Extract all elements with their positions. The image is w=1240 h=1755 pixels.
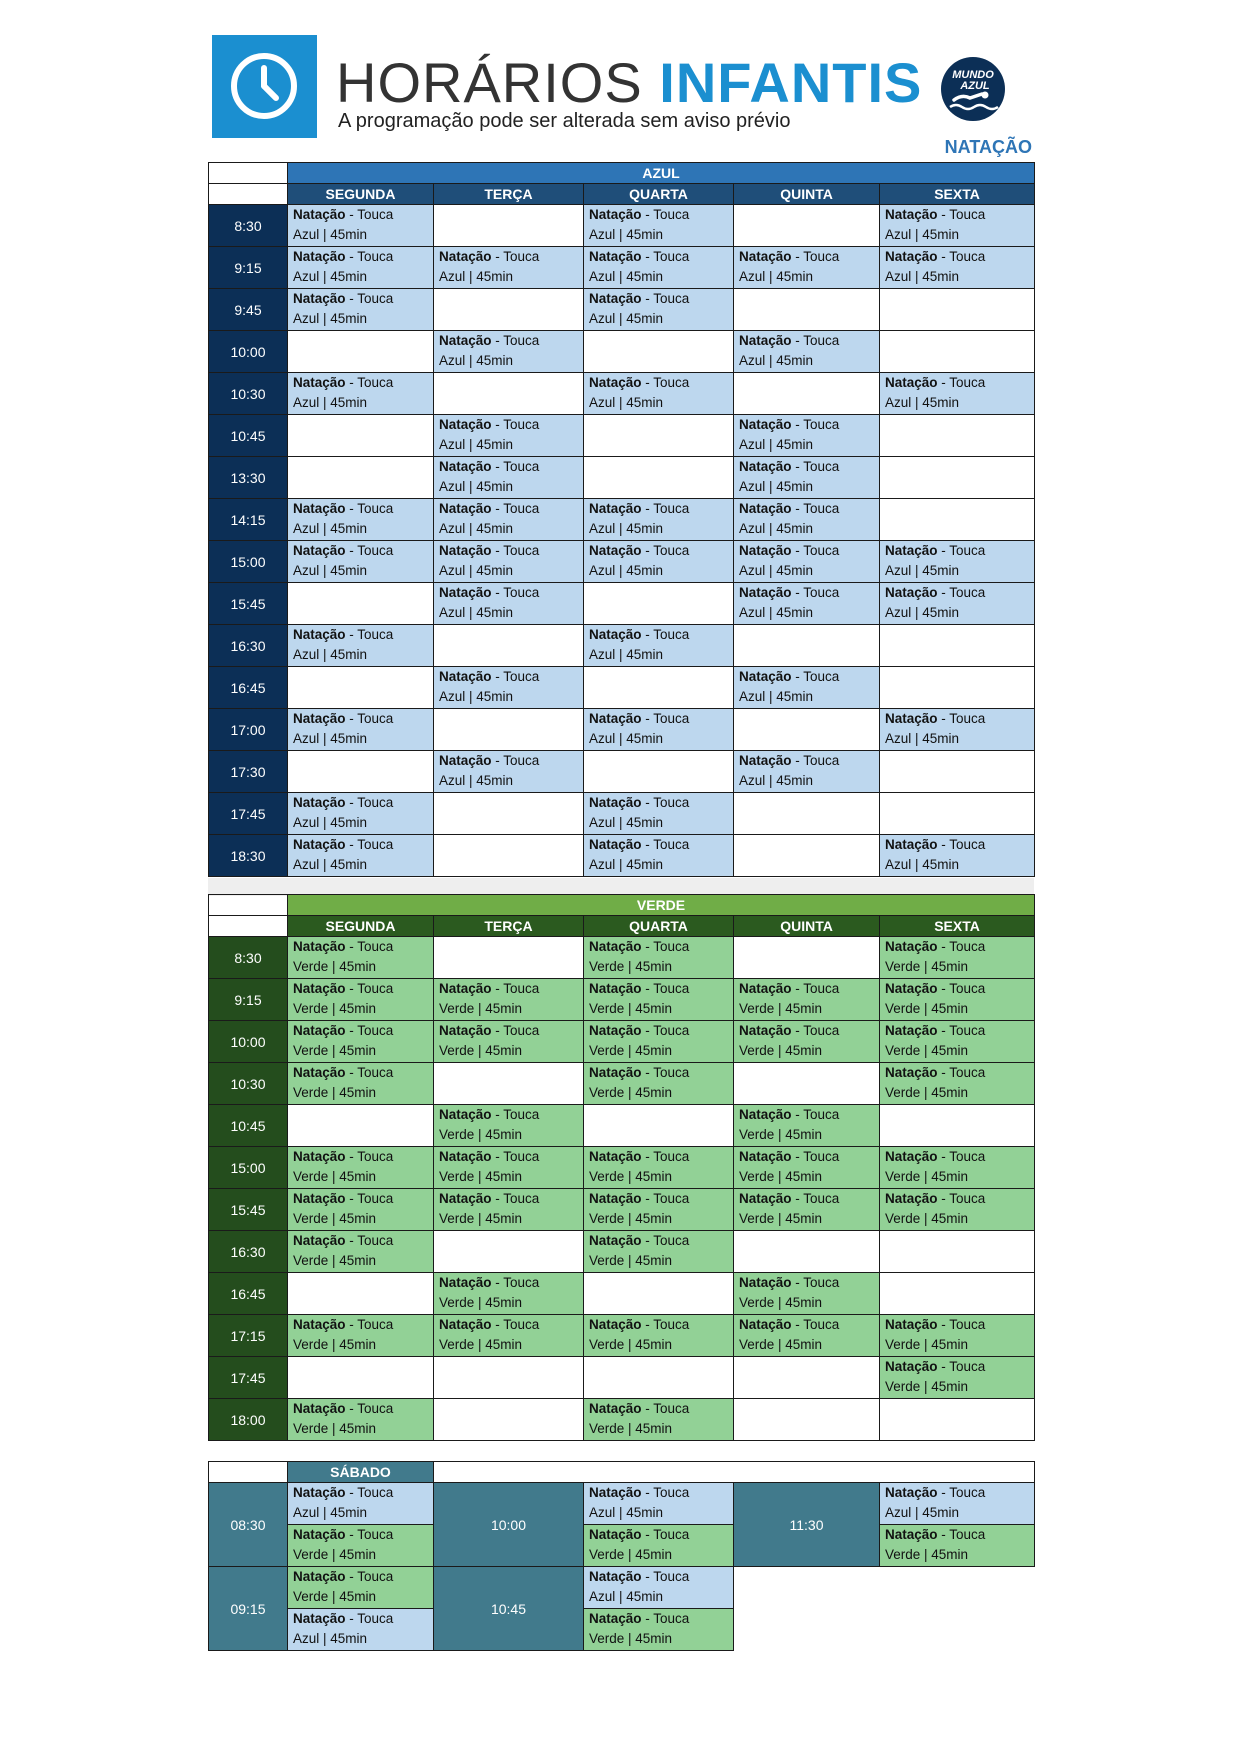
time-cell: 9:15 <box>209 247 288 289</box>
class-slot: Natação - Touca Verde | 45min <box>880 1315 1035 1357</box>
class-slot: Natação - Touca Azul | 45min <box>288 625 434 667</box>
class-slot: Natação - Touca Verde | 45min <box>288 1567 434 1609</box>
class-slot: Natação - Touca Verde | 45min <box>734 1273 880 1315</box>
class-slot: Natação - Touca Verde | 45min <box>288 1147 434 1189</box>
class-slot: Natação - Touca Verde | 45min <box>584 1063 734 1105</box>
day-header: QUARTA <box>584 916 734 937</box>
class-slot: Natação - Touca Azul | 45min <box>288 289 434 331</box>
empty-slot <box>434 835 584 877</box>
time-cell: 8:30 <box>209 937 288 979</box>
schedule-row <box>209 1399 1035 1441</box>
class-slot: Natação - Touca Azul | 45min <box>880 541 1035 583</box>
day-header: TERÇA <box>434 916 584 937</box>
day-header: QUARTA <box>584 184 734 205</box>
class-slot: Natação - Touca Verde | 45min <box>880 1021 1035 1063</box>
empty-slot <box>434 205 584 247</box>
empty-slot <box>734 1399 880 1441</box>
empty-slot <box>880 415 1035 457</box>
verde-schedule-table <box>208 894 1035 1441</box>
day-header: QUINTA <box>734 184 880 205</box>
empty-slot <box>734 625 880 667</box>
schedule-row <box>209 457 1035 499</box>
time-cell: 15:00 <box>209 1147 288 1189</box>
schedule-row <box>209 937 1035 979</box>
class-slot: Natação - Touca Verde | 45min <box>434 1273 584 1315</box>
empty-slot <box>584 1273 734 1315</box>
time-cell: 17:30 <box>209 751 288 793</box>
empty-slot <box>734 709 880 751</box>
schedule-row <box>209 1357 1035 1399</box>
empty-slot <box>434 793 584 835</box>
corner-blank <box>209 916 288 937</box>
time-cell: 17:45 <box>209 1357 288 1399</box>
time-cell: 10:30 <box>209 1063 288 1105</box>
empty-slot <box>880 1399 1035 1441</box>
class-slot: Natação - Touca Azul | 45min <box>288 247 434 289</box>
class-slot: Natação - Touca Azul | 45min <box>584 541 734 583</box>
schedule-row <box>209 1273 1035 1315</box>
class-slot: Natação - Touca Azul | 45min <box>434 499 584 541</box>
time-cell: 10:45 <box>209 415 288 457</box>
empty-slot <box>734 1357 880 1399</box>
class-slot: Natação - Touca Azul | 45min <box>288 1483 434 1525</box>
class-slot: Natação - Touca Azul | 45min <box>584 499 734 541</box>
class-slot: Natação - Touca Azul | 45min <box>584 793 734 835</box>
time-cell: 15:00 <box>209 541 288 583</box>
verde-banner: VERDE <box>288 895 1035 916</box>
page-subtitle: A programação pode ser alterada sem aviso prévio <box>338 110 791 132</box>
class-slot: Natação - Touca Azul | 45min <box>288 793 434 835</box>
empty-slot <box>288 751 434 793</box>
azul-body <box>209 205 1035 877</box>
schedule-row <box>209 583 1035 625</box>
class-slot: Natação - Touca Azul | 45min <box>734 583 880 625</box>
class-slot: Natação - Touca Azul | 45min <box>734 415 880 457</box>
class-slot: Natação - Touca Verde | 45min <box>434 1315 584 1357</box>
schedule-row <box>209 373 1035 415</box>
corner-blank <box>209 895 288 916</box>
empty-slot <box>288 1273 434 1315</box>
empty-slot <box>880 793 1035 835</box>
day-header: SEXTA <box>880 916 1035 937</box>
schedule-row <box>209 625 1035 667</box>
class-slot: Natação - Touca Azul | 45min <box>880 583 1035 625</box>
class-slot: Natação - Touca Azul | 45min <box>434 331 584 373</box>
empty-slot <box>734 793 880 835</box>
time-cell: 10:45 <box>209 1105 288 1147</box>
empty-slot <box>880 289 1035 331</box>
time-cell: 9:15 <box>209 979 288 1021</box>
class-slot: Natação - Touca Verde | 45min <box>734 979 880 1021</box>
empty-slot <box>434 1063 584 1105</box>
empty-slot <box>584 583 734 625</box>
empty-slot <box>434 709 584 751</box>
class-slot: Natação - Touca Verde | 45min <box>880 1189 1035 1231</box>
empty-slot <box>734 835 880 877</box>
day-header: SEXTA <box>880 184 1035 205</box>
time-cell: 11:30 <box>734 1483 880 1567</box>
schedule-row <box>209 709 1035 751</box>
schedule-row <box>209 835 1035 877</box>
class-slot: Natação - Touca Azul | 45min <box>734 457 880 499</box>
empty-slot <box>880 1105 1035 1147</box>
class-slot: Natação - Touca Azul | 45min <box>584 625 734 667</box>
class-slot: Natação - Touca Verde | 45min <box>584 937 734 979</box>
empty-slot <box>880 499 1035 541</box>
class-slot: Natação - Touca Verde | 45min <box>434 1147 584 1189</box>
corner-blank <box>209 163 288 184</box>
schedule-row <box>209 793 1035 835</box>
schedule-row <box>209 1189 1035 1231</box>
class-slot: Natação - Touca Azul | 45min <box>880 1483 1035 1525</box>
empty-slot <box>288 415 434 457</box>
empty-slot <box>880 667 1035 709</box>
empty-slot <box>734 373 880 415</box>
class-slot: Natação - Touca Azul | 45min <box>434 583 584 625</box>
class-slot: Natação - Touca Verde | 45min <box>434 1105 584 1147</box>
class-slot: Natação - Touca Verde | 45min <box>880 979 1035 1021</box>
class-slot: Natação - Touca Verde | 45min <box>584 1231 734 1273</box>
corner-blank <box>209 184 288 205</box>
class-slot: Natação - Touca Azul | 45min <box>288 1609 434 1651</box>
empty-slot <box>434 1399 584 1441</box>
class-slot: Natação - Touca Verde | 45min <box>880 1357 1035 1399</box>
class-slot: Natação - Touca Azul | 45min <box>880 247 1035 289</box>
class-slot: Natação - Touca Azul | 45min <box>434 541 584 583</box>
time-cell: 17:00 <box>209 709 288 751</box>
schedule-row <box>209 541 1035 583</box>
empty-slot <box>734 205 880 247</box>
time-cell: 10:00 <box>209 1021 288 1063</box>
class-slot: Natação - Touca Azul | 45min <box>584 835 734 877</box>
empty-slot <box>584 1357 734 1399</box>
time-cell: 16:45 <box>209 667 288 709</box>
class-slot: Natação - Touca Azul | 45min <box>880 205 1035 247</box>
class-slot: Natação - Touca Verde | 45min <box>584 1399 734 1441</box>
time-cell: 16:30 <box>209 625 288 667</box>
empty-slot <box>288 331 434 373</box>
class-slot: Natação - Touca Verde | 45min <box>584 979 734 1021</box>
time-cell: 18:00 <box>209 1399 288 1441</box>
class-slot: Natação - Touca Azul | 45min <box>584 709 734 751</box>
day-header: QUINTA <box>734 916 880 937</box>
logo-line1: MUNDO <box>952 69 994 81</box>
empty-slot <box>584 457 734 499</box>
empty-slot <box>880 751 1035 793</box>
class-slot: Natação - Touca Verde | 45min <box>288 1021 434 1063</box>
clock-icon <box>212 35 317 138</box>
day-header: TERÇA <box>434 184 584 205</box>
time-cell: 10:00 <box>434 1483 584 1567</box>
class-slot: Natação - Touca Verde | 45min <box>288 1525 434 1567</box>
section-label: NATAÇÃO <box>944 137 1032 157</box>
schedule-row <box>209 1105 1035 1147</box>
class-slot: Natação - Touca Verde | 45min <box>734 1147 880 1189</box>
class-slot: Natação - Touca Verde | 45min <box>434 979 584 1021</box>
class-slot: Natação - Touca Verde | 45min <box>734 1189 880 1231</box>
empty-slot <box>434 373 584 415</box>
class-slot: Natação - Touca Verde | 45min <box>734 1315 880 1357</box>
class-slot: Natação - Touca Azul | 45min <box>734 331 880 373</box>
class-slot: Natação - Touca Verde | 45min <box>434 1021 584 1063</box>
schedule-row <box>209 331 1035 373</box>
class-slot: Natação - Touca Azul | 45min <box>434 457 584 499</box>
time-cell: 08:30 <box>209 1483 288 1567</box>
schedule-row <box>209 499 1035 541</box>
class-slot: Natação - Touca Verde | 45min <box>288 1189 434 1231</box>
class-slot: Natação - Touca Azul | 45min <box>880 835 1035 877</box>
empty-slot <box>288 457 434 499</box>
class-slot: Natação - Touca Verde | 45min <box>734 1021 880 1063</box>
empty-slot <box>584 415 734 457</box>
time-cell: 13:30 <box>209 457 288 499</box>
empty-slot <box>734 937 880 979</box>
class-slot: Natação - Touca Verde | 45min <box>880 1063 1035 1105</box>
class-slot: Natação - Touca Azul | 45min <box>584 1483 734 1525</box>
class-slot: Natação - Touca Verde | 45min <box>880 1147 1035 1189</box>
class-slot: Natação - Touca Verde | 45min <box>584 1021 734 1063</box>
azul-banner: AZUL <box>288 163 1035 184</box>
class-slot: Natação - Touca Azul | 45min <box>734 751 880 793</box>
empty-slot <box>584 1105 734 1147</box>
class-slot: Natação - Touca Verde | 45min <box>734 1105 880 1147</box>
class-slot: Natação - Touca Verde | 45min <box>288 937 434 979</box>
class-slot: Natação - Touca Azul | 45min <box>288 541 434 583</box>
schedule-row <box>209 1231 1035 1273</box>
class-slot: Natação - Touca Azul | 45min <box>734 667 880 709</box>
empty-slot <box>880 331 1035 373</box>
schedule-row <box>209 1021 1035 1063</box>
schedule-row <box>209 205 1035 247</box>
class-slot: Natação - Touca Azul | 45min <box>434 751 584 793</box>
time-cell: 09:15 <box>209 1567 288 1651</box>
empty-area <box>734 1567 1035 1651</box>
class-slot: Natação - Touca Azul | 45min <box>734 247 880 289</box>
schedule-row <box>209 289 1035 331</box>
class-slot: Natação - Touca Azul | 45min <box>584 373 734 415</box>
empty-slot <box>880 1273 1035 1315</box>
class-slot: Natação - Touca Azul | 45min <box>584 205 734 247</box>
page-title <box>336 52 922 114</box>
class-slot: Natação - Touca Verde | 45min <box>434 1189 584 1231</box>
header-blank <box>434 1462 1035 1483</box>
class-slot: Natação - Touca Azul | 45min <box>880 373 1035 415</box>
schedule-row <box>209 1315 1035 1357</box>
empty-slot <box>288 1357 434 1399</box>
verde-body <box>209 937 1035 1441</box>
empty-slot <box>880 457 1035 499</box>
time-cell: 10:00 <box>209 331 288 373</box>
empty-slot <box>434 625 584 667</box>
class-slot: Natação - Touca Verde | 45min <box>584 1525 734 1567</box>
empty-slot <box>880 625 1035 667</box>
class-slot: Natação - Touca Azul | 45min <box>434 667 584 709</box>
time-cell: 16:30 <box>209 1231 288 1273</box>
schedule-row <box>209 415 1035 457</box>
class-slot: Natação - Touca Azul | 45min <box>434 247 584 289</box>
time-cell: 10:30 <box>209 373 288 415</box>
class-slot: Natação - Touca Azul | 45min <box>584 247 734 289</box>
empty-slot <box>434 289 584 331</box>
empty-slot <box>288 667 434 709</box>
class-slot: Natação - Touca Verde | 45min <box>880 1525 1035 1567</box>
empty-slot <box>434 1357 584 1399</box>
empty-slot <box>734 1231 880 1273</box>
time-cell: 17:15 <box>209 1315 288 1357</box>
class-slot: Natação - Touca Azul | 45min <box>288 709 434 751</box>
class-slot: Natação - Touca Azul | 45min <box>288 373 434 415</box>
class-slot: Natação - Touca Azul | 45min <box>288 205 434 247</box>
time-cell: 15:45 <box>209 1189 288 1231</box>
header-icon-box <box>212 35 317 138</box>
swimmer-logo-icon <box>940 56 1006 122</box>
schedule-row <box>209 247 1035 289</box>
empty-slot <box>734 289 880 331</box>
title-bold: INFANTIS <box>659 51 923 114</box>
class-slot: Natação - Touca Azul | 45min <box>584 1567 734 1609</box>
class-slot: Natação - Touca Verde | 45min <box>288 1063 434 1105</box>
empty-slot <box>584 331 734 373</box>
empty-slot <box>288 1105 434 1147</box>
empty-slot <box>734 1063 880 1105</box>
time-cell: 18:30 <box>209 835 288 877</box>
class-slot: Natação - Touca Verde | 45min <box>288 1315 434 1357</box>
schedule-row <box>209 667 1035 709</box>
empty-slot <box>434 1231 584 1273</box>
class-slot: Natação - Touca Verde | 45min <box>584 1609 734 1651</box>
class-slot: Natação - Touca Verde | 45min <box>584 1147 734 1189</box>
day-header: SEGUNDA <box>288 184 434 205</box>
class-slot: Natação - Touca Verde | 45min <box>288 979 434 1021</box>
class-slot: Natação - Touca Azul | 45min <box>734 499 880 541</box>
class-slot: Natação - Touca Azul | 45min <box>584 289 734 331</box>
time-cell: 10:45 <box>434 1567 584 1651</box>
class-slot: Natação - Touca Azul | 45min <box>880 709 1035 751</box>
class-slot: Natação - Touca Azul | 45min <box>734 541 880 583</box>
corner-blank <box>209 1462 288 1483</box>
empty-slot <box>288 583 434 625</box>
sabado-schedule-table <box>208 1461 1035 1651</box>
class-slot: Natação - Touca Verde | 45min <box>584 1315 734 1357</box>
schedule-row <box>209 751 1035 793</box>
sabado-banner: SÁBADO <box>288 1462 434 1483</box>
time-cell: 15:45 <box>209 583 288 625</box>
title-light: HORÁRIOS <box>336 51 643 114</box>
time-cell: 14:15 <box>209 499 288 541</box>
empty-slot <box>880 1231 1035 1273</box>
time-cell: 8:30 <box>209 205 288 247</box>
schedule-row <box>209 979 1035 1021</box>
time-cell: 9:45 <box>209 289 288 331</box>
schedule-row <box>209 1147 1035 1189</box>
empty-slot <box>584 751 734 793</box>
class-slot: Natação - Touca Azul | 45min <box>288 499 434 541</box>
logo-line2: AZUL <box>960 80 990 92</box>
class-slot: Natação - Touca Verde | 45min <box>880 937 1035 979</box>
class-slot: Natação - Touca Azul | 45min <box>288 835 434 877</box>
empty-slot <box>434 937 584 979</box>
azul-schedule-table <box>208 162 1035 877</box>
class-slot: Natação - Touca Verde | 45min <box>288 1231 434 1273</box>
class-slot: Natação - Touca Azul | 45min <box>434 415 584 457</box>
schedule-row <box>209 1063 1035 1105</box>
class-slot: Natação - Touca Verde | 45min <box>288 1399 434 1441</box>
class-slot: Natação - Touca Verde | 45min <box>584 1189 734 1231</box>
time-cell: 16:45 <box>209 1273 288 1315</box>
day-header: SEGUNDA <box>288 916 434 937</box>
empty-slot <box>584 667 734 709</box>
time-cell: 17:45 <box>209 793 288 835</box>
mundo-azul-logo <box>940 56 1006 122</box>
